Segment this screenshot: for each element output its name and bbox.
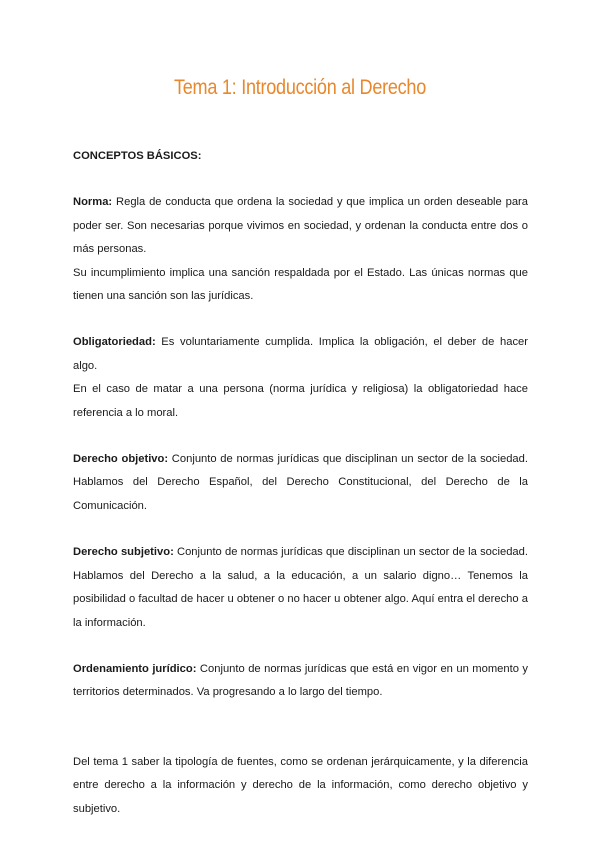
document-body — [73, 145, 528, 821]
definition-obligatoriedad — [73, 331, 528, 378]
norma-text-1: Regla de conducta que ordena la sociedad y que implica un orden deseable para poder ser. Son necesarias porque vivimos en sociedad, y ordenan la conducta entre dos o más personas. — [73, 196, 528, 256]
term-obligatoriedad: Obligatoriedad: — [73, 336, 156, 349]
definition-derecho-objetivo — [73, 448, 528, 518]
section-heading: CONCEPTOS BÁSICOS: — [73, 150, 202, 162]
definition-norma — [73, 191, 528, 261]
closing-note: Del tema 1 saber la tipología de fuentes, como se ordenan jerárquicamente, y la diferencia entre derecho a la información y derecho de la información, como derecho objetivo y subjetivo. — [73, 755, 528, 815]
document-title: Tema 1: Introducción al Derecho — [173, 76, 427, 99]
definition-derecho-subjetivo — [73, 541, 528, 635]
term-norma: Norma: — [73, 196, 113, 209]
derecho-objetivo-text: Conjunto de normas jurídicas que disciplinan un sector de la sociedad. Hablamos del Derecho Español, del Derecho Constitucional, del Derecho de la Comunicación. — [73, 453, 528, 512]
term-derecho-objetivo: Derecho objetivo: — [73, 453, 169, 466]
norma-text-2: Su incumplimiento implica una sanción respaldada por el Estado. Las únicas normas que tienen una sanción son las jurídicas. — [73, 266, 528, 303]
term-ordenamiento: Ordenamiento jurídico: — [73, 662, 197, 675]
obligatoriedad-text-1: Es voluntariamente cumplida. Implica la obligación, el deber de hacer algo. — [73, 336, 528, 372]
term-derecho-subjetivo: Derecho subjetivo: — [73, 546, 174, 559]
obligatoriedad-text-2: En el caso de matar a una persona (norma jurídica y religiosa) la obligatoriedad hace referencia a lo moral. — [73, 383, 528, 419]
definition-ordenamiento — [73, 658, 528, 705]
ordenamiento-text: Conjunto de normas jurídicas que está en vigor en un momento y territorios determinados. Va progresando a lo largo del tiempo. — [73, 662, 529, 699]
derecho-subjetivo-text: Conjunto de normas jurídicas que disciplinan un sector de la sociedad. Hablamos del Derecho a la salud, a la educación, a un salario digno… Tenemos la posibilidad o facultad de hacer u obtener o no hacer u obtener algo. Aquí entra el derecho a la información. — [73, 546, 528, 629]
